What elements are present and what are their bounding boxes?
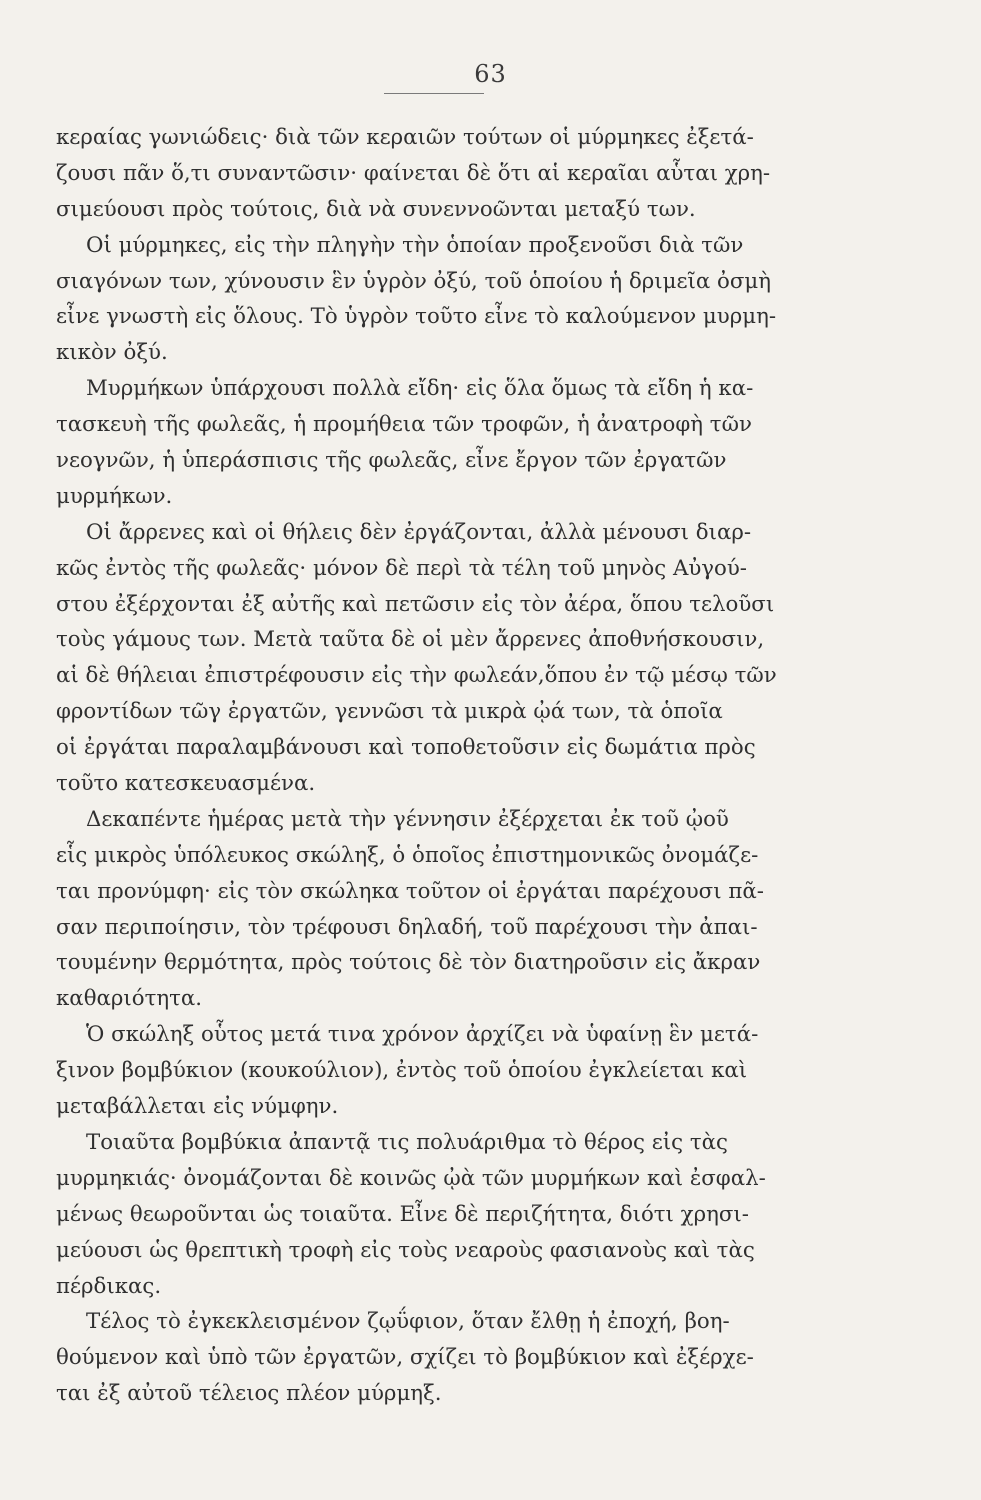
page-number-rule: [384, 93, 484, 94]
text-line: Μυρμήκων ὑπάρχουσι πολλὰ εἴδη· εἰς ὅλα ὅμως τὰ εἴδη ἡ κα-: [86, 376, 754, 402]
paragraph: [56, 802, 816, 1017]
text-line: οἱ ἐργάται παραλαμβάνουσι καὶ τοποθετοῦσιν εἰς δωμάτια πρὸς: [56, 735, 756, 761]
text-line: αἱ δὲ θήλειαι ἐπιστρέφουσιν εἰς τὴν φωλεάν,ὅπου ἐν τῷ μέσῳ τῶν: [56, 663, 777, 689]
text-line: μυρμηκιάς· ὀνομάζονται δὲ κοινῶς ᾠὰ τῶν μυρμήκων καὶ ἐσφαλ-: [56, 1165, 766, 1191]
text-line: ται ἐξ αὐτοῦ τέλειος πλέον μύρμηξ.: [56, 1381, 442, 1407]
text-line: μυρμήκων.: [56, 483, 173, 509]
text-line: κῶς ἐντὸς τῆς φωλεᾶς· μόνον δὲ περὶ τὰ τέλη τοῦ μηνὸς Αὐγού-: [56, 555, 747, 581]
text-line: Τέλος τὸ ἐγκεκλεισμένον ζῳΰφιον, ὅταν ἔλθῃ ἡ ἐποχή, βοη-: [86, 1309, 730, 1335]
text-line: θούμενον καὶ ὑπὸ τῶν ἐργατῶν, σχίζει τὸ βομβύκιον καὶ ἐξέρχε-: [56, 1345, 754, 1371]
text-line: Τοιαῦτα βομβύκια ἀπαντᾷ τις πολυάριθμα τὸ θέρος εἰς τὰς: [86, 1129, 728, 1155]
text-line: Οἱ ἄρρενες καὶ οἱ θήλεις δὲν ἐργάζονται, ἀλλὰ μένουσι διαρ-: [86, 519, 752, 545]
text-line: πέρδικας.: [56, 1273, 162, 1299]
page-number: 63: [474, 60, 507, 88]
paragraph: [56, 120, 816, 228]
text-line: Δεκαπέντε ἡμέρας μετὰ τὴν γέννησιν ἐξέρχεται ἐκ τοῦ ᾠοῦ: [86, 806, 729, 832]
paragraph: [56, 371, 816, 515]
text-line: ξινον βομβύκιον (κουκούλιον), ἐντὸς τοῦ ὁποίου ἐγκλείεται καὶ: [56, 1058, 748, 1084]
paragraph: [56, 1304, 816, 1412]
text-line: εἷς μικρὸς ὑπόλευκος σκώληξ, ὁ ὁποῖος ἐπιστημονικῶς ὀνομάζε-: [56, 842, 759, 868]
text-line: καθαριότητα.: [56, 986, 203, 1012]
text-line: στου ἐξέρχονται ἐξ αὐτῆς καὶ πετῶσιν εἰς τὸν ἀέρα, ὅπου τελοῦσι: [56, 591, 775, 617]
text-line: μεύουσι ὡς θρεπτικὴ τροφὴ εἰς τοὺς νεαροὺς φασιανοὺς καὶ τὰς: [56, 1237, 755, 1263]
paragraph: [56, 1125, 816, 1304]
paragraph: [56, 228, 816, 372]
text-line: εἶνε γνωστὴ εἰς ὅλους. Τὸ ὑγρὸν τοῦτο εἶνε τὸ καλούμενον μυρμη-: [56, 304, 777, 330]
text-line: τουμένην θερμότητα, πρὸς τούτοις δὲ τὸν διατηροῦσιν εἰς ἄκραν: [56, 950, 761, 976]
text-line: σαν περιποίησιν, τὸν τρέφουσι δηλαδή, τοῦ παρέχουσι τὴν ἀπαι-: [56, 914, 758, 940]
text-line: φροντίδων τῶγ ἐργατῶν, γεννῶσι τὰ μικρὰ ᾠά των, τὰ ὁποῖα: [56, 699, 723, 725]
paragraph: [56, 515, 816, 802]
text-line: τοὺς γάμους των. Μετὰ ταῦτα δὲ οἱ μὲν ἄρρενες ἀποθνήσκουσιν,: [56, 627, 765, 653]
text-line: τασκευὴ τῆς φωλεᾶς, ἡ προμήθεια τῶν τροφῶν, ἡ ἀνατροφὴ τῶν: [56, 412, 752, 438]
text-line: Οἱ μύρμηκες, εἰς τὴν πληγὴν τὴν ὁποίαν προξενοῦσι διὰ τῶν: [86, 232, 744, 258]
text-line: ζουσι πᾶν ὅ,τι συναντῶσιν· φαίνεται δὲ ὅτι αἱ κεραῖαι αὗται χρη-: [56, 160, 771, 186]
text-line: κεραίας γωνιώδεις· διὰ τῶν κεραιῶν τούτων οἱ μύρμηκες ἐξετά-: [56, 125, 754, 150]
text-line: μεταβάλλεται εἰς νύμφην.: [56, 1094, 339, 1120]
body-text: [56, 120, 816, 1412]
text-line: νεογνῶν, ἡ ὑπεράσπισις τῆς φωλεᾶς, εἶνε ἔργον τῶν ἐργατῶν: [56, 448, 727, 474]
text-line: ται προνύμφη· εἰς τὸν σκώληκα τοῦτον οἱ ἐργάται παρέχουσι πᾶ-: [56, 878, 764, 904]
paragraph: [56, 1017, 816, 1125]
text-line: Ὁ σκώληξ οὗτος μετά τινα χρόνον ἀρχίζει νὰ ὑφαίνῃ ἓν μετά-: [86, 1022, 759, 1048]
text-line: σιαγόνων των, χύνουσιν ἓν ὑγρὸν ὀξύ, τοῦ ὁποίου ἡ δριμεῖα ὀσμὴ: [56, 268, 771, 294]
text-line: κικὸν ὀξύ.: [56, 340, 168, 366]
text-line: σιμεύουσι πρὸς τούτοις, διὰ νὰ συνεννοῶνται μεταξύ των.: [56, 196, 696, 222]
text-line: μένως θεωροῦνται ὡς τοιαῦτα. Εἶνε δὲ περιζήτητα, διότι χρησι-: [56, 1201, 749, 1227]
text-line: τοῦτο κατεσκευασμένα.: [56, 771, 316, 797]
